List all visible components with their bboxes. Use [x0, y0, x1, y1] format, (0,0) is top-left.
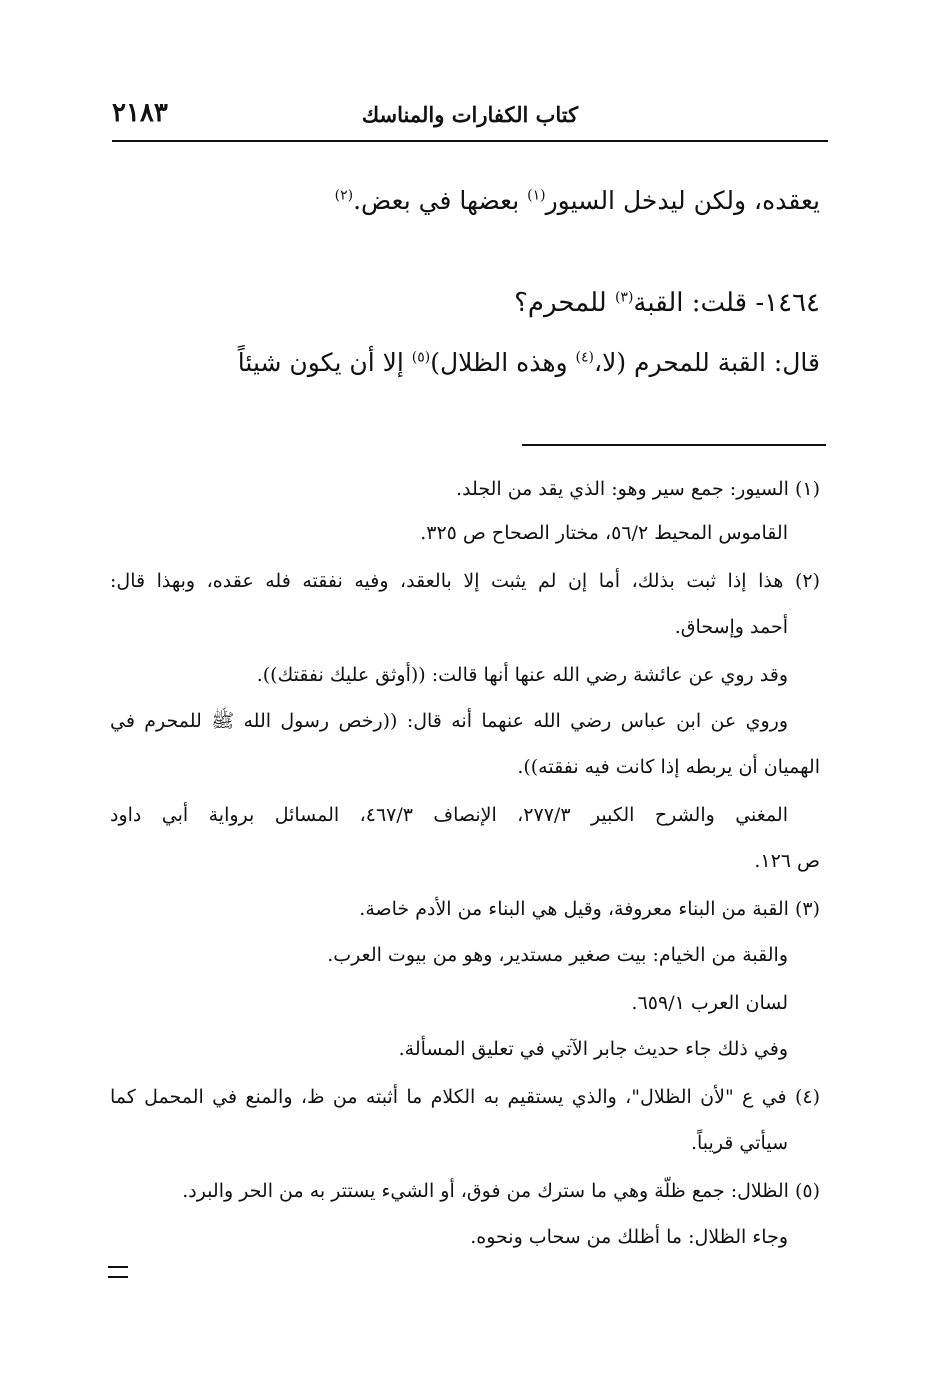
- footnote-ref-4: (٤): [575, 349, 594, 366]
- footnote-line: (٥) الظلال: جمع ظلّة وهي ما سترك من فوق، أو الشيء يستتر به من الحر والبرد.: [182, 1180, 820, 1202]
- continuation-mark: [108, 1266, 128, 1278]
- text: ١٤٦٤- قلت: القبة: [633, 288, 820, 318]
- text: للمحرم؟: [514, 288, 615, 318]
- answer-line: [238, 348, 820, 377]
- footnote-separator: [522, 444, 826, 446]
- text: يعقده، ولكن ليدخل السيور: [545, 186, 820, 215]
- footnote-line: (٤) في ع "لأن الظلال"، والذي يستقيم به الكلام ما أثبته من ظ، والمنع في المحمل كما: [110, 1086, 820, 1108]
- footnote-line: وجاء الظلال: ما أظلك من سحاب ونحوه.: [470, 1226, 788, 1248]
- page-number: ٢١٨٣: [112, 98, 168, 128]
- footnote-ref-3: (٣): [614, 289, 634, 306]
- footnote-line: (٢) هذا إذا ثبت بذلك، أما إن لم يثبت إلا بالعقد، وفيه نفقته فله عقده، وبهذا قال:: [110, 570, 820, 592]
- footnote-line: أحمد وإسحاق.: [674, 616, 788, 638]
- footnote-line: (١) السيور: جمع سير وهو: الذي يقد من الجلد.: [456, 478, 820, 500]
- running-head: [112, 98, 828, 138]
- footnote-ref-5: (٥): [411, 349, 431, 366]
- text: قال: القبة للمحرم (لا،: [594, 348, 820, 377]
- book-title: كتاب الكفارات والمناسك: [361, 102, 579, 127]
- footnote-line: والقبة من الخيام: بيت صغير مستدير، وهو من بيوت العرب.: [327, 944, 788, 966]
- main-text-line-1: [335, 186, 820, 215]
- footnote-line: القاموس المحيط ٥٦/٢، مختار الصحاح ص ٣٢٥.: [420, 522, 788, 544]
- footnote-line: ص ١٢٦.: [754, 850, 820, 872]
- text: إلا أن يكون شيئاً: [237, 348, 412, 377]
- footnote-line: وقد روي عن عائشة رضي الله عنها أنها قالت: ((أوثق عليك نفقتك)).: [256, 664, 788, 686]
- footnote-ref-2: (٢): [334, 187, 354, 204]
- text: وهذه الظلال): [430, 348, 576, 377]
- footnote-line: لسان العرب ٦٥٩/١.: [631, 992, 788, 1014]
- question-1464: [514, 288, 820, 318]
- text: بعضها في بعض.: [353, 186, 528, 215]
- footnote-line: وروي عن ابن عباس رضي الله عنهما أنه قال: ((رخص رسول الله ﷺ للمحرم في: [110, 710, 788, 732]
- footnote-line: وفي ذلك جاء حديث جابر الآتي في تعليق المسألة.: [398, 1038, 788, 1060]
- footnote-ref-1: (١): [527, 187, 546, 204]
- footnote-line: المغني والشرح الكبير ٢٧٧/٣، الإنصاف ٤٦٧/٣، المسائل برواية أبي داود: [110, 804, 789, 826]
- footnote-line: الهميان أن يربطه إذا كانت فيه نفقته)).: [517, 756, 820, 778]
- footnote-line: (٣) القبة من البناء معروفة، وقيل هي البناء من الأدم خاصة.: [359, 898, 820, 920]
- footnote-line: سيأتي قريباً.: [690, 1132, 788, 1154]
- header-rule: [112, 140, 828, 142]
